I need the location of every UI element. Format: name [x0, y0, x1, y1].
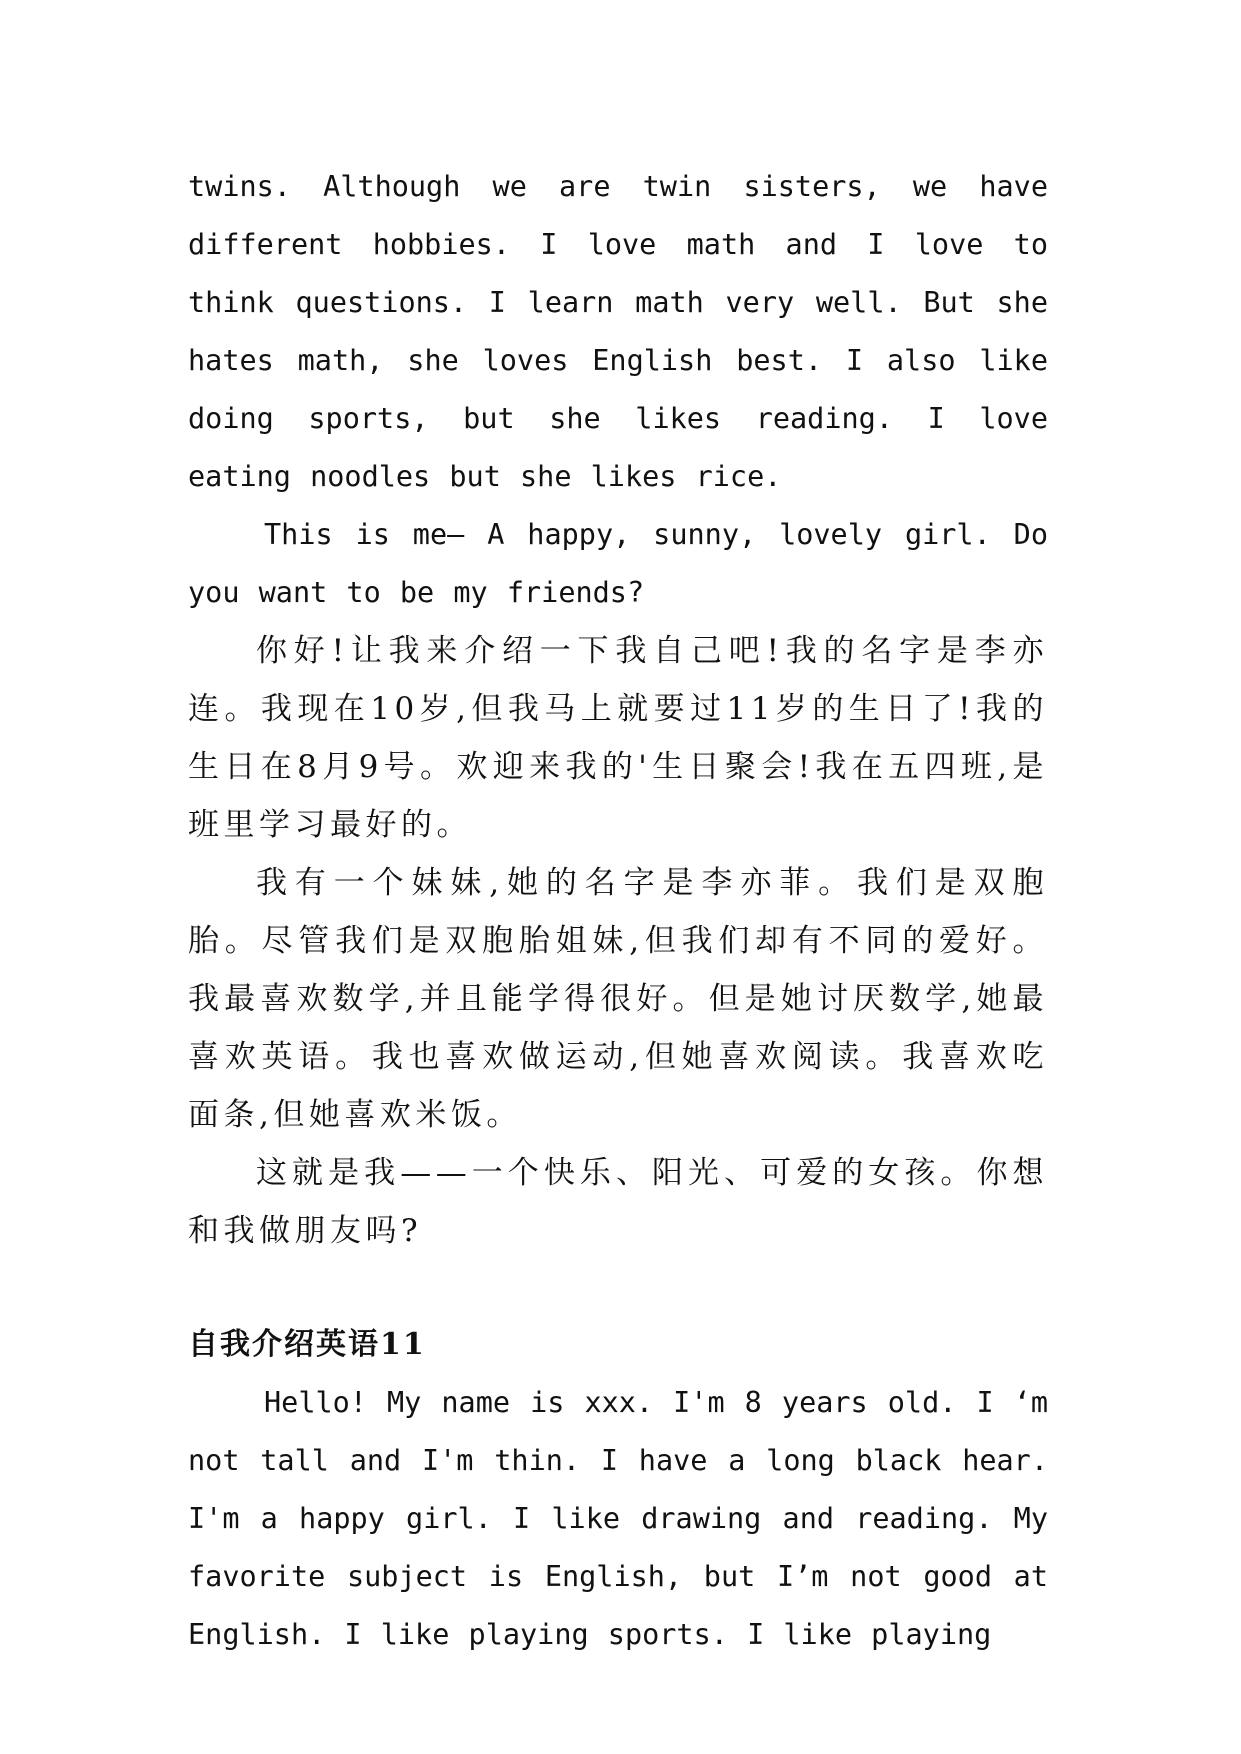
- paragraph-zh-closing: 这就是我——一个快乐、阳光、可爱的女孩。你想和我做朋友吗?: [188, 1155, 1048, 1249]
- paragraph-zh-sister: 我有一个妹妹,她的名字是李亦菲。我们是双胞胎。尽管我们是双胞胎姐妹,但我们却有不同的爱好。我最喜欢数学,并且能学得很好。但是她讨厌数学,她最喜欢英语。我也喜欢做运动,但她喜欢阅读。我喜欢吃面条,但她喜欢米饭。: [188, 865, 1048, 1133]
- section-heading: 自我介绍英语11: [188, 1327, 426, 1362]
- paragraph-this-is-me: This is me— A happy, sunny, lovely girl. Do you want to be my friends?: [188, 518, 1048, 609]
- paragraph-zh-intro: 你好!让我来介绍一下我自己吧!我的名字是李亦连。我现在10岁,但我马上就要过11岁的生日了!我的生日在8月9号。欢迎来我的'生日聚会!我在五四班,是班里学习最好的。: [188, 633, 1048, 843]
- document-body: [188, 158, 1048, 1664]
- paragraph-twins-hobbies: twins. Although we are twin sisters, we have different hobbies. I love math and I love to think questions. I learn math very well. But she hates math, she loves English best. I also like doing sports, but she likes reading. I love eating noodles but she likes rice.: [188, 170, 1048, 493]
- section-spacer: [188, 1260, 1048, 1316]
- paragraph-hello-intro: Hello! My name is xxx. I'm 8 years old. I ‘m not tall and I'm thin. I have a long black hear. I'm a happy girl. I like drawing and reading. My favorite subject is English, but I’m not good at English. I like playing sports. I like playing: [188, 1386, 1048, 1651]
